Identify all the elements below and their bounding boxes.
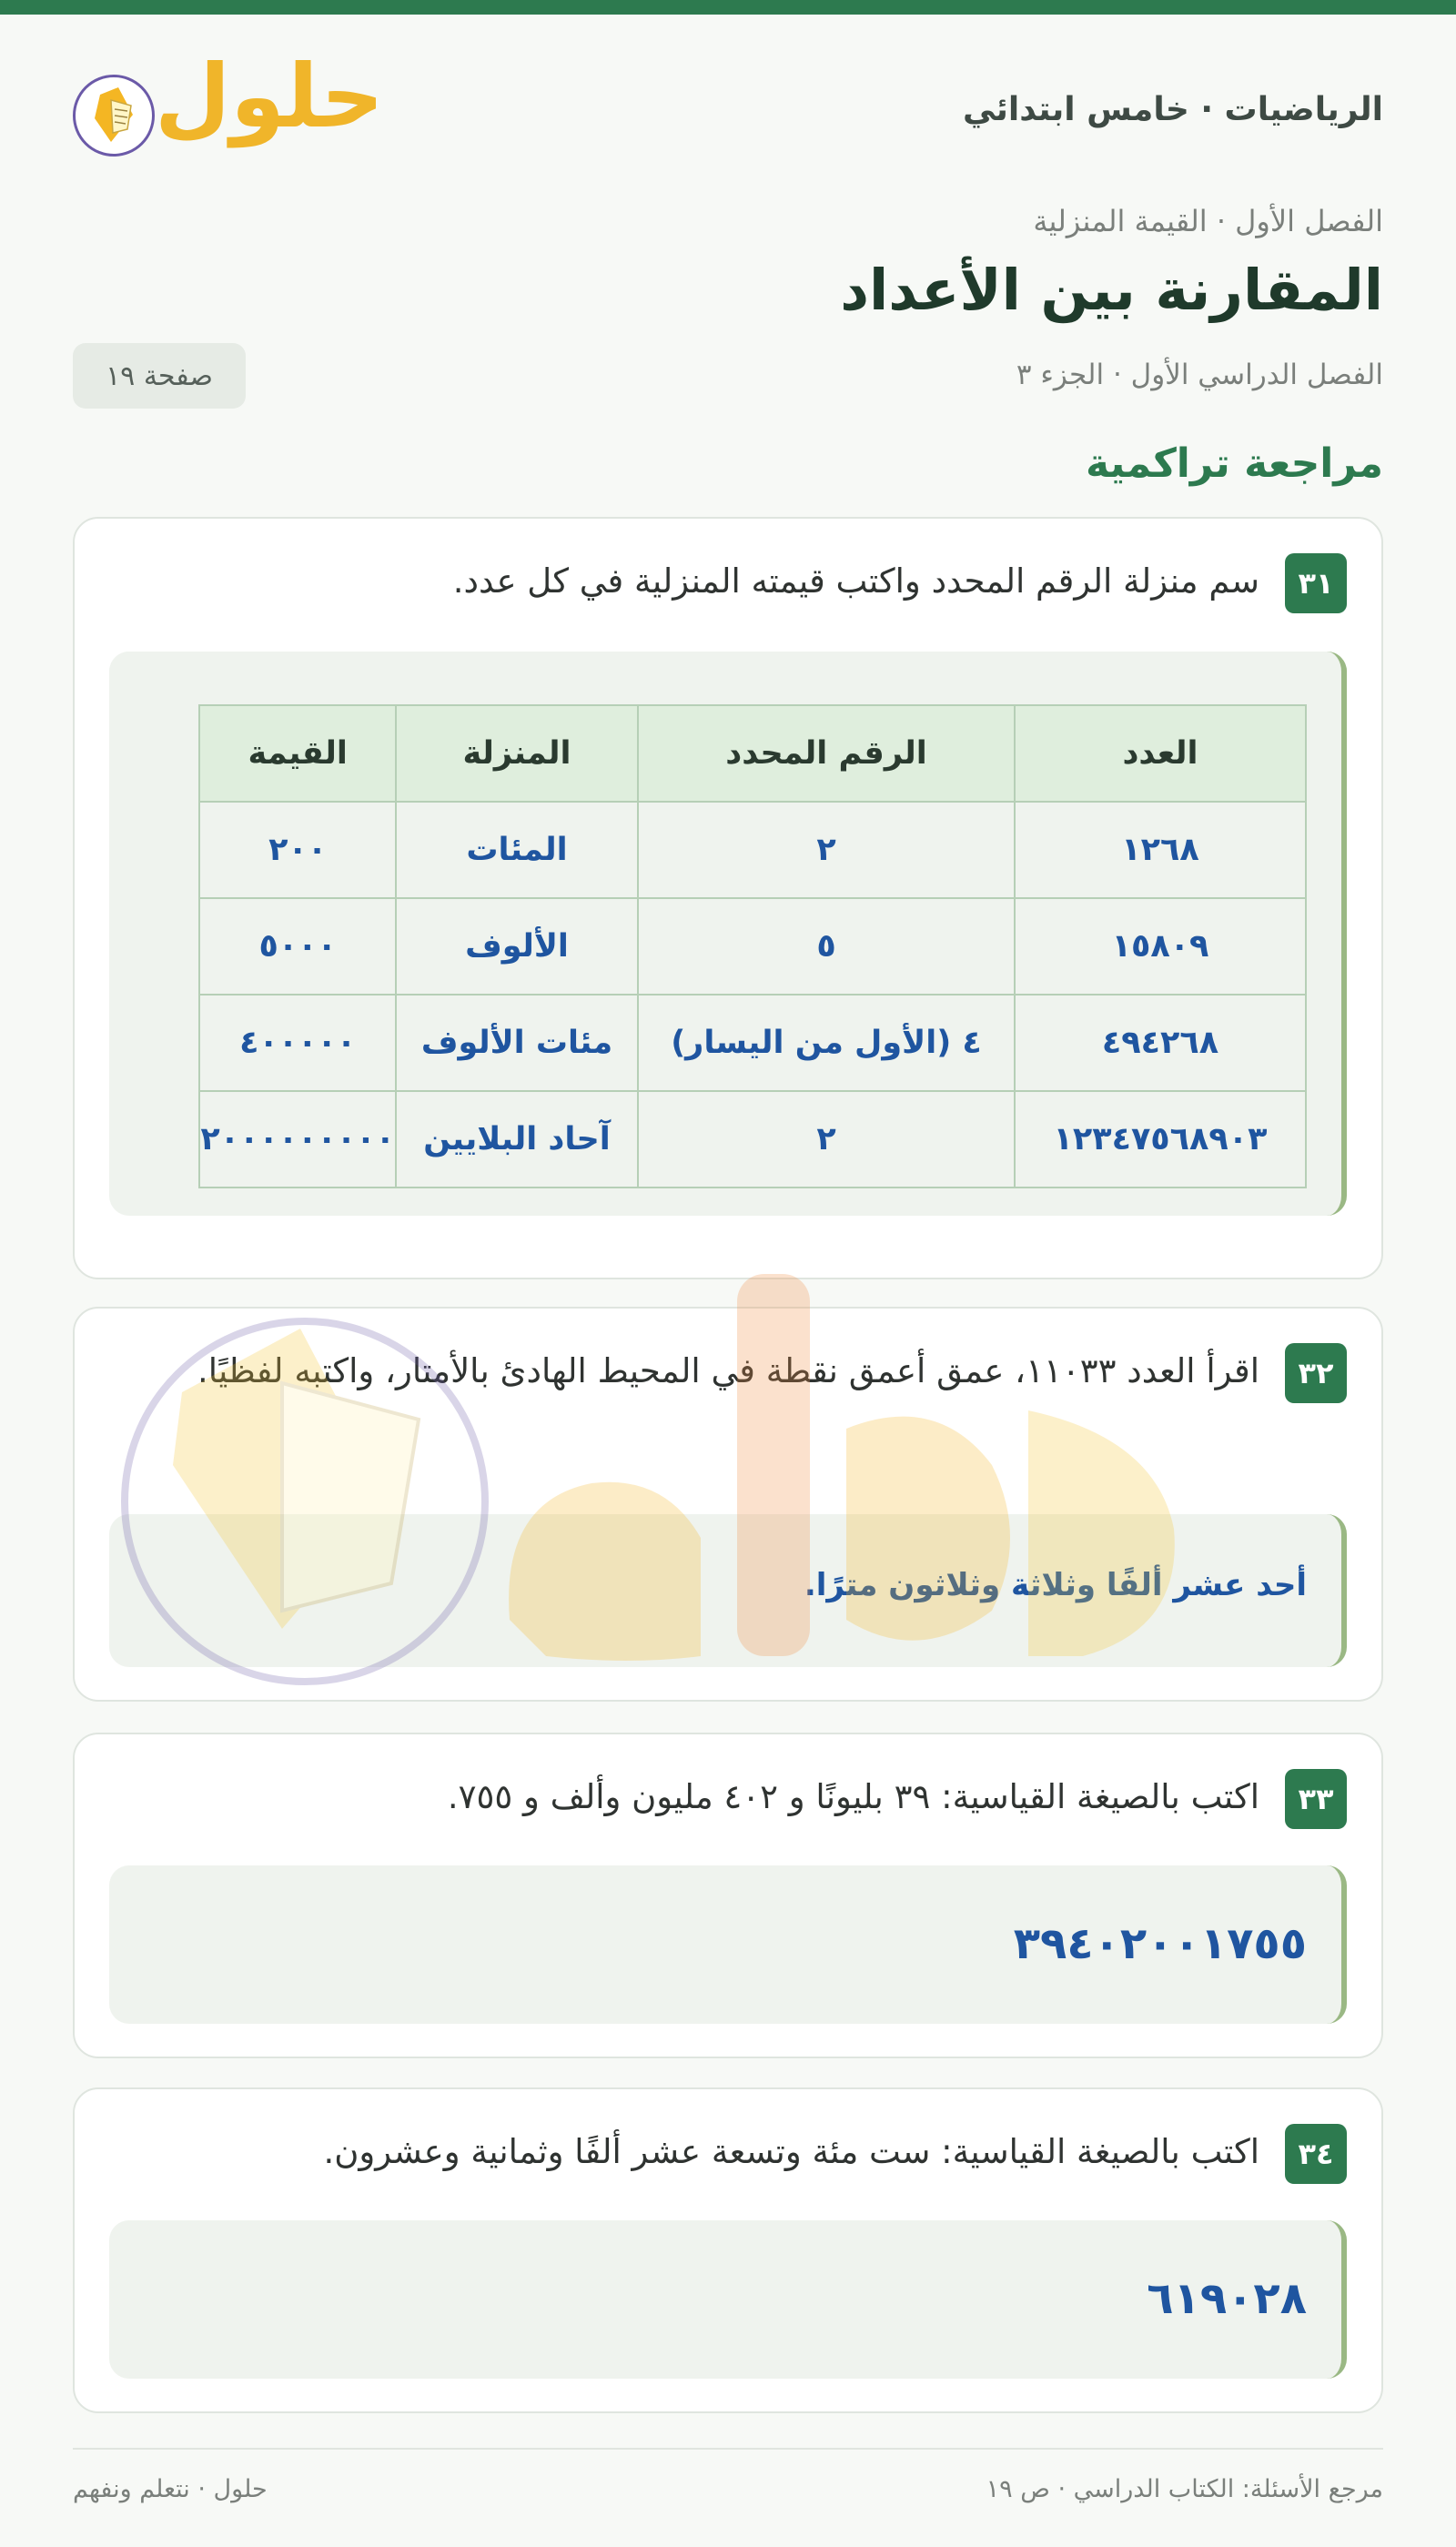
question-number: ٣١ xyxy=(1285,553,1347,613)
question-text: اكتب بالصيغة القياسية: ست مئة وتسعة عشر ألفًا وثمانية وعشرون. xyxy=(323,2132,1259,2171)
table-row xyxy=(199,995,1306,1091)
table-cell: ٢٠٠٠٠٠٠٠٠٠ xyxy=(199,1091,396,1188)
table-cell: آحاد البلايين xyxy=(396,1091,638,1188)
column-header: المنزلة xyxy=(396,705,638,802)
subject-label: الرياضيات · خامس ابتدائي xyxy=(962,91,1383,128)
question-number: ٣٣ xyxy=(1285,1769,1347,1829)
question-text: اقرأ العدد ١١٠٣٣، عمق أعمق نقطة في المحيط الهادئ بالأمتار، واكتبه لفظيًا. xyxy=(197,1351,1259,1390)
column-header: الرقم المحدد xyxy=(638,705,1015,802)
table-cell: المئات xyxy=(396,802,638,898)
table-cell: ٥ xyxy=(638,898,1015,995)
footer-brand: حلول · نتعلم ونفهم xyxy=(73,2475,268,2503)
logo-wordmark: حلول xyxy=(155,45,384,147)
page-title: المقارنة بين الأعداد xyxy=(840,257,1383,323)
column-header: العدد xyxy=(1015,705,1306,802)
answer-text: ٦١٩٠٢٨ xyxy=(1147,2273,1307,2324)
top-accent-bar xyxy=(0,0,1456,15)
answer-text: ٣٩٤٠٢٠٠١٧٥٥ xyxy=(1013,1918,1307,1969)
column-header: القيمة xyxy=(199,705,396,802)
question-number: ٣٢ xyxy=(1285,1343,1347,1403)
answer-box xyxy=(109,2220,1347,2379)
table-cell: ١٥٨٠٩ xyxy=(1015,898,1306,995)
chapter-label: الفصل الأول · القيمة المنزلية xyxy=(1033,204,1383,238)
table-cell: ٤٠٠٠٠٠ xyxy=(199,995,396,1091)
question-card-31 xyxy=(73,517,1383,1279)
table-row xyxy=(199,1091,1306,1188)
table-cell: ٢ xyxy=(638,802,1015,898)
table-cell: ٤ (الأول من اليسار) xyxy=(638,995,1015,1091)
table-cell: ٤٩٤٢٦٨ xyxy=(1015,995,1306,1091)
table-cell: ١٢٦٨ xyxy=(1015,802,1306,898)
question-card-33 xyxy=(73,1733,1383,2058)
page-number-badge: صفحة ١٩ xyxy=(73,343,246,409)
question-card-32 xyxy=(73,1307,1383,1702)
answer-box xyxy=(109,1514,1347,1667)
answer-text: أحد عشر ألفًا وثلاثة وثلاثون مترًا. xyxy=(804,1567,1307,1603)
table-cell: الألوف xyxy=(396,898,638,995)
question-number: ٣٤ xyxy=(1285,2124,1347,2184)
answer-box xyxy=(109,1865,1347,2024)
table-cell: ٥٠٠٠ xyxy=(199,898,396,995)
semester-label: الفصل الدراسي الأول · الجزء ٣ xyxy=(1016,359,1383,391)
place-value-table xyxy=(198,704,1307,1188)
table-row xyxy=(199,802,1306,898)
book-leaf-icon xyxy=(91,87,136,144)
question-card-34 xyxy=(73,2087,1383,2413)
brand-logo[interactable] xyxy=(73,45,384,169)
question-text: اكتب بالصيغة القياسية: ٣٩ بليونًا و ٤٠٢ مليون وألف و ٧٥٥. xyxy=(447,1777,1259,1816)
section-heading: مراجعة تراكمية xyxy=(1086,440,1383,487)
footer-divider xyxy=(73,2448,1383,2450)
table-row xyxy=(199,898,1306,995)
table-header-row xyxy=(199,705,1306,802)
table-cell: ٢٠٠ xyxy=(199,802,396,898)
question-text: سم منزلة الرقم المحدد واكتب قيمته المنزلية في كل عدد. xyxy=(452,561,1259,601)
table-cell: ١٢٣٤٧٥٦٨٩٠٣ xyxy=(1015,1091,1306,1188)
table-container xyxy=(109,652,1347,1216)
table-cell: ٢ xyxy=(638,1091,1015,1188)
footer-reference: مرجع الأسئلة: الكتاب الدراسي · ص ١٩ xyxy=(986,2475,1383,2503)
table-cell: مئات الألوف xyxy=(396,995,638,1091)
